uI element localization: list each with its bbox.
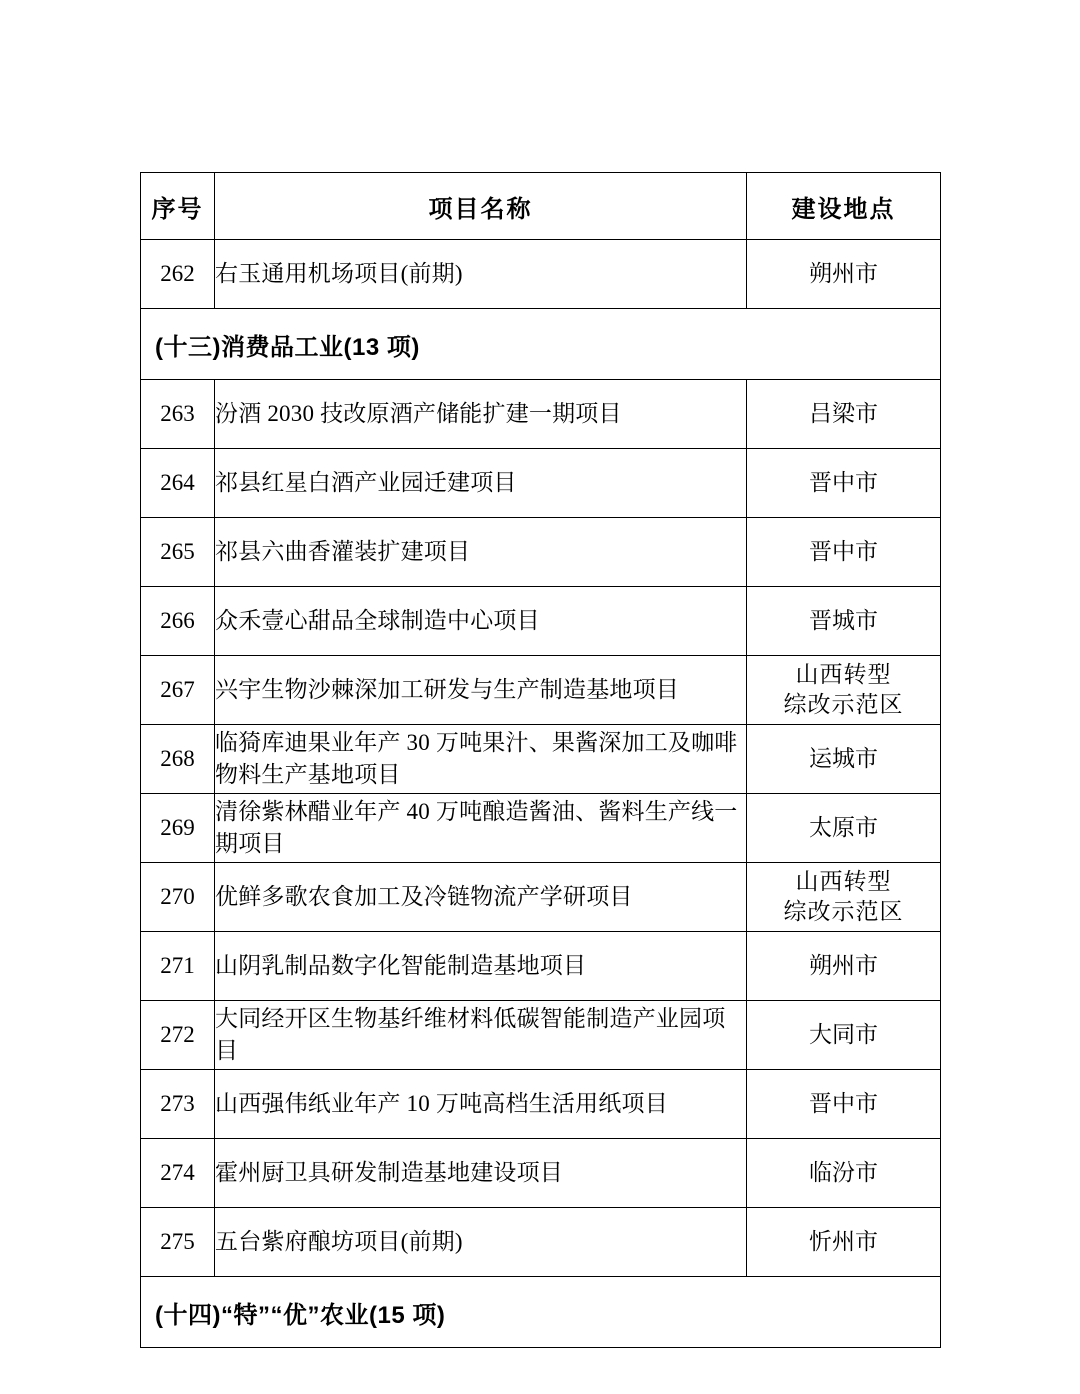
cell-index: 271 [141,932,215,1001]
cell-index: 268 [141,725,215,794]
cell-index: 267 [141,656,215,725]
location-line-1: 山西转型 [795,869,892,895]
cell-project-name: 祁县六曲香灌装扩建项目 [215,518,747,587]
cell-location: 运城市 [747,725,941,794]
cell-location: 朔州市 [747,240,941,309]
cell-project-name: 右玉通用机场项目(前期) [215,240,747,309]
header-place: 建设地点 [747,173,941,240]
table-row [141,932,941,1001]
table-row [141,587,941,656]
section-title: (十四)“特”“优”农业(15 项) [141,1277,941,1348]
cell-project-name: 临猗库迪果业年产 30 万吨果汁、果酱深加工及咖啡物料生产基地项目 [215,725,747,794]
cell-project-name: 山阴乳制品数字化智能制造基地项目 [215,932,747,1001]
cell-project-name: 大同经开区生物基纤维材料低碳智能制造产业园项目 [215,1001,747,1070]
table-row [141,449,941,518]
cell-location: 晋城市 [747,587,941,656]
table-row [141,725,941,794]
project-table-container [140,172,940,1348]
location-line-2: 综改示范区 [783,899,904,924]
cell-location [747,863,941,932]
cell-index: 272 [141,1001,215,1070]
cell-location: 晋中市 [747,1070,941,1139]
cell-location: 太原市 [747,794,941,863]
cell-project-name: 霍州厨卫具研发制造基地建设项目 [215,1139,747,1208]
cell-index: 270 [141,863,215,932]
cell-project-name: 汾酒 2030 技改原酒产储能扩建一期项目 [215,380,747,449]
table-section-row [141,309,941,380]
header-name: 项目名称 [215,173,747,240]
cell-project-name: 清徐紫林醋业年产 40 万吨酿造酱油、酱料生产线一期项目 [215,794,747,863]
table-header-row [141,173,941,240]
cell-project-name: 众禾壹心甜品全球制造中心项目 [215,587,747,656]
cell-index: 263 [141,380,215,449]
table-row [141,863,941,932]
cell-location [747,656,941,725]
cell-index: 266 [141,587,215,656]
cell-project-name: 祁县红星白酒产业园迁建项目 [215,449,747,518]
project-table [140,172,941,1348]
table-row [141,656,941,725]
table-row [141,1139,941,1208]
cell-location: 临汾市 [747,1139,941,1208]
location-line-2: 综改示范区 [783,692,904,717]
cell-index: 275 [141,1208,215,1277]
cell-location: 大同市 [747,1001,941,1070]
cell-project-name: 优鲜多歌农食加工及冷链物流产学研项目 [215,863,747,932]
cell-index: 274 [141,1139,215,1208]
table-row [141,380,941,449]
cell-location: 晋中市 [747,449,941,518]
table-row [141,518,941,587]
cell-index: 264 [141,449,215,518]
table-row [141,1208,941,1277]
cell-project-name: 兴宇生物沙棘深加工研发与生产制造基地项目 [215,656,747,725]
cell-index: 269 [141,794,215,863]
location-line-1: 山西转型 [795,662,892,688]
section-title: (十三)消费品工业(13 项) [141,309,941,380]
cell-location: 吕梁市 [747,380,941,449]
cell-location: 晋中市 [747,518,941,587]
cell-project-name: 五台紫府酿坊项目(前期) [215,1208,747,1277]
cell-project-name: 山西强伟纸业年产 10 万吨高档生活用纸项目 [215,1070,747,1139]
cell-location: 忻州市 [747,1208,941,1277]
table-row [141,1001,941,1070]
table-section-row [141,1277,941,1348]
cell-index: 262 [141,240,215,309]
cell-index: 273 [141,1070,215,1139]
table-row [141,240,941,309]
table-row [141,794,941,863]
table-row [141,1070,941,1139]
cell-location: 朔州市 [747,932,941,1001]
cell-index: 265 [141,518,215,587]
header-index: 序号 [141,173,215,240]
table-body [141,173,941,1348]
